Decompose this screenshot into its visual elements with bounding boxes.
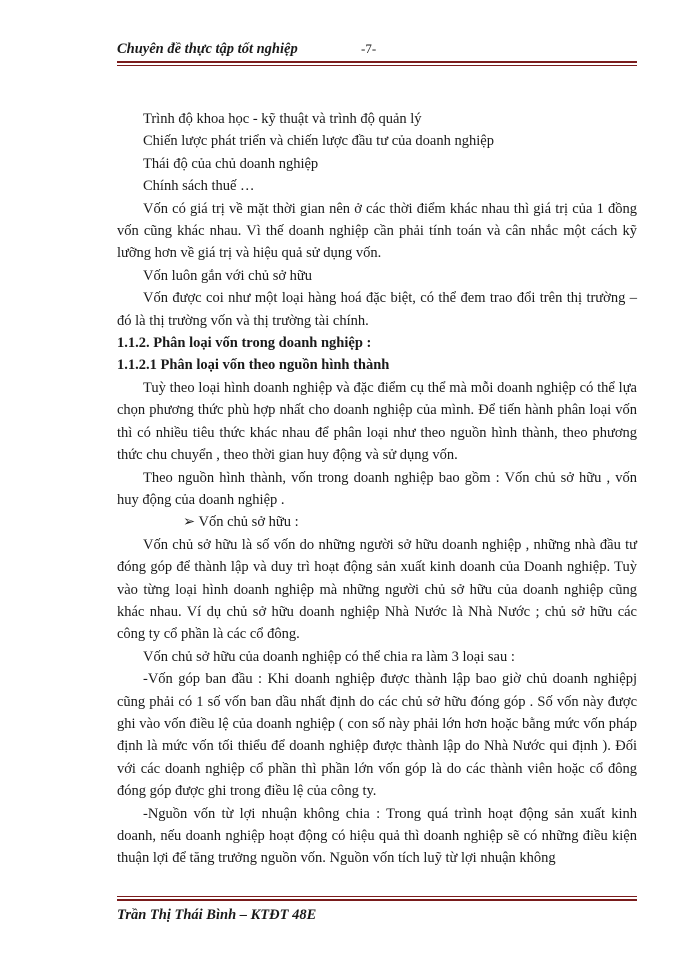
- footer-author: Trần Thị Thái Bình – KTĐT 48E: [117, 907, 317, 923]
- paragraph: Tuỳ theo loại hình doanh nghiệp và đặc điểm cụ thể mà mỗi doanh nghiệp có thể lựa chọn phương thức phù hợp nhất cho doanh nghiệp của mình. Để tiến hành phân loại vốn thì có nhiều tiêu thức khác nhau để phân loại như theo nguồn hình thành, theo phương thức chu chuyển , theo thời gian huy động và sử dụng vốn.: [117, 379, 637, 464]
- paragraph: Chiến lược phát triển và chiến lược đầu tư của doanh nghiệp: [143, 133, 494, 150]
- paragraph: Vốn có giá trị về mặt thời gian nên ở các thời điểm khác nhau thì giá trị của 1 đồng vốn cũng khác nhau. Vì thế doanh nghiệp cần phải tính toán và cân nhắc một cách kỹ lưỡng hơn về giá trị và hiệu quả sử dụng vốn.: [117, 200, 637, 262]
- subsection-heading: 1.1.2.1 Phân loại vốn theo nguồn hình thành: [117, 357, 390, 374]
- section-heading: 1.1.2. Phân loại vốn trong doanh nghiệp :: [117, 335, 372, 352]
- header-rule: [117, 61, 637, 63]
- paragraph: -Vốn góp ban đầu : Khi doanh nghiệp được thành lập bao giờ chủ doanh nghiệpj cũng phải có 1 số vốn ban dầu nhất định do các chủ sở hữu đóng góp . Số vốn này được ghi vào vốn điều lệ của doanh nghiệp ( con số này phải lớn hơn hoặc bằng mức vốn pháp định là mức vốn tối thiểu để doanh nghiệp được thành lập do Nhà Nước qui định ). Đối với các doanh nghiệp cổ phần thì phần lớn vốn góp là do các thành viên hoặc cổ đông đóng góp được ghi trong điều lệ của công ty.: [117, 671, 637, 800]
- header-rule-thin: [117, 65, 637, 66]
- paragraph: -Nguồn vốn từ lợi nhuận không chia : Trong quá trình hoạt động sản xuất kinh doanh, nếu doanh nghiệp hoạt động có hiệu quả thì doanh nghiệp sẽ có những điều kiện thuận lợi để tăng trưởng nguồn vốn. Nguồn vốn tích luỹ từ lợi nhuận không: [117, 805, 637, 867]
- footer-rule: [117, 899, 637, 901]
- paragraph: Vốn được coi như một loại hàng hoá đặc biệt, có thể đem trao đổi trên thị trường – đó là thị trường vốn và thị trường tài chính.: [117, 290, 637, 329]
- paragraph: Chính sách thuế …: [143, 178, 255, 195]
- header-title: Chuyên đề thực tập tốt nghiệp: [117, 41, 298, 57]
- page-number: -7-: [361, 41, 377, 56]
- paragraph: Vốn chủ sở hữu là số vốn do những người sở hữu doanh nghiệp , những nhà đầu tư đóng góp để thành lập và duy trì hoạt động sản xuất kinh doanh của Doanh nghiệp. Tuỳ vào từng loại hình doanh nghiệp mà những người chủ sở hữu của doanh nghiệp cũng khác nhau. Ví dụ chủ sở hữu doanh nghiệp Nhà Nước là Nhà Nước ; chủ sở hữu các công ty cổ phần là các cổ đông.: [117, 536, 637, 643]
- bullet-item: ➢ Vốn chủ sở hữu :: [183, 514, 299, 531]
- page-body: [117, 108, 637, 870]
- paragraph: Vốn luôn gắn với chủ sở hữu: [143, 267, 312, 284]
- paragraph: Trình độ khoa học - kỹ thuật và trình độ quản lý: [143, 111, 422, 127]
- paragraph: Theo nguồn hình thành, vốn trong doanh nghiệp bao gồm : Vốn chủ sở hữu , vốn huy động của doanh nghiệp .: [117, 469, 637, 508]
- footer-rule-thin: [117, 896, 637, 897]
- paragraph: Thái độ của chủ doanh nghiệp: [143, 155, 319, 172]
- page-header: [117, 41, 637, 61]
- paragraph: Vốn chủ sở hữu của doanh nghiệp có thể chia ra làm 3 loại sau :: [143, 648, 515, 665]
